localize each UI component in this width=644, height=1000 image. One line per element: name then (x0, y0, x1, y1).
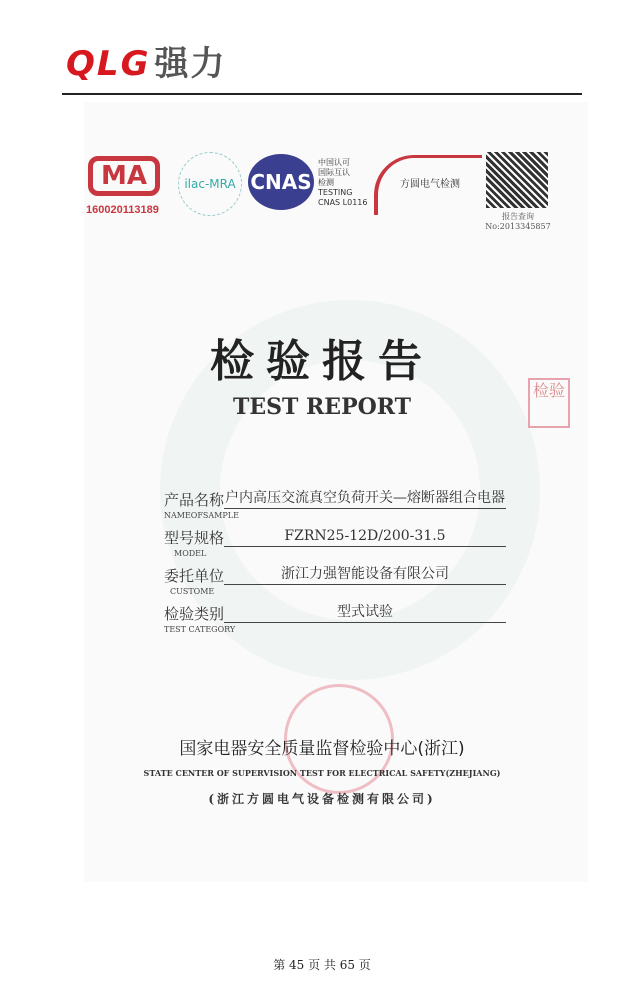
qr-label: 报告查询 No:2013345857 (485, 212, 551, 231)
cnas-logo: CNAS (248, 154, 314, 210)
qr-code (486, 152, 548, 208)
report-title-en: TEST REPORT (232, 394, 412, 420)
company-logo: QLG 强力 (66, 44, 227, 84)
report-title: 检验报告 (210, 336, 434, 387)
fangyuan-logo-text: 方圆电气检测 (400, 179, 460, 190)
page-number: 第 45 页 共 65 页 (273, 958, 371, 972)
field-customer: 委托单位 浙江力强智能设备有限公司 CUSTOME (164, 566, 506, 597)
org-name: 国家电器安全质量监督检验中心(浙江) (179, 739, 465, 759)
side-stamp: 检验 (528, 378, 570, 428)
header-divider (62, 93, 582, 95)
ilac-mra-logo: ilac-MRA (178, 152, 242, 216)
field-test-category: 检验类别 型式试验 TEST CATEGORY (164, 604, 506, 635)
org-subtitle: (浙江方圆电气设备检测有限公司) (208, 792, 436, 806)
cma-logo: MA (88, 156, 160, 196)
field-model: 型号规格 FZRN25-12D/200-31.5 MODEL (164, 528, 506, 559)
cma-number: 160020113189 (86, 204, 159, 216)
cnas-text: 中国认可 国际互认 检测 TESTING CNAS L0116 (318, 158, 368, 207)
org-name-en: STATE CENTER OF SUPERVISION TEST FOR ELECTRICAL SAFETY(ZHEJIANG) (143, 768, 501, 778)
field-product-name: 产品名称 户内高压交流真空负荷开关—熔断器组合电器 NAMEOFSAMPLE (164, 490, 505, 520)
